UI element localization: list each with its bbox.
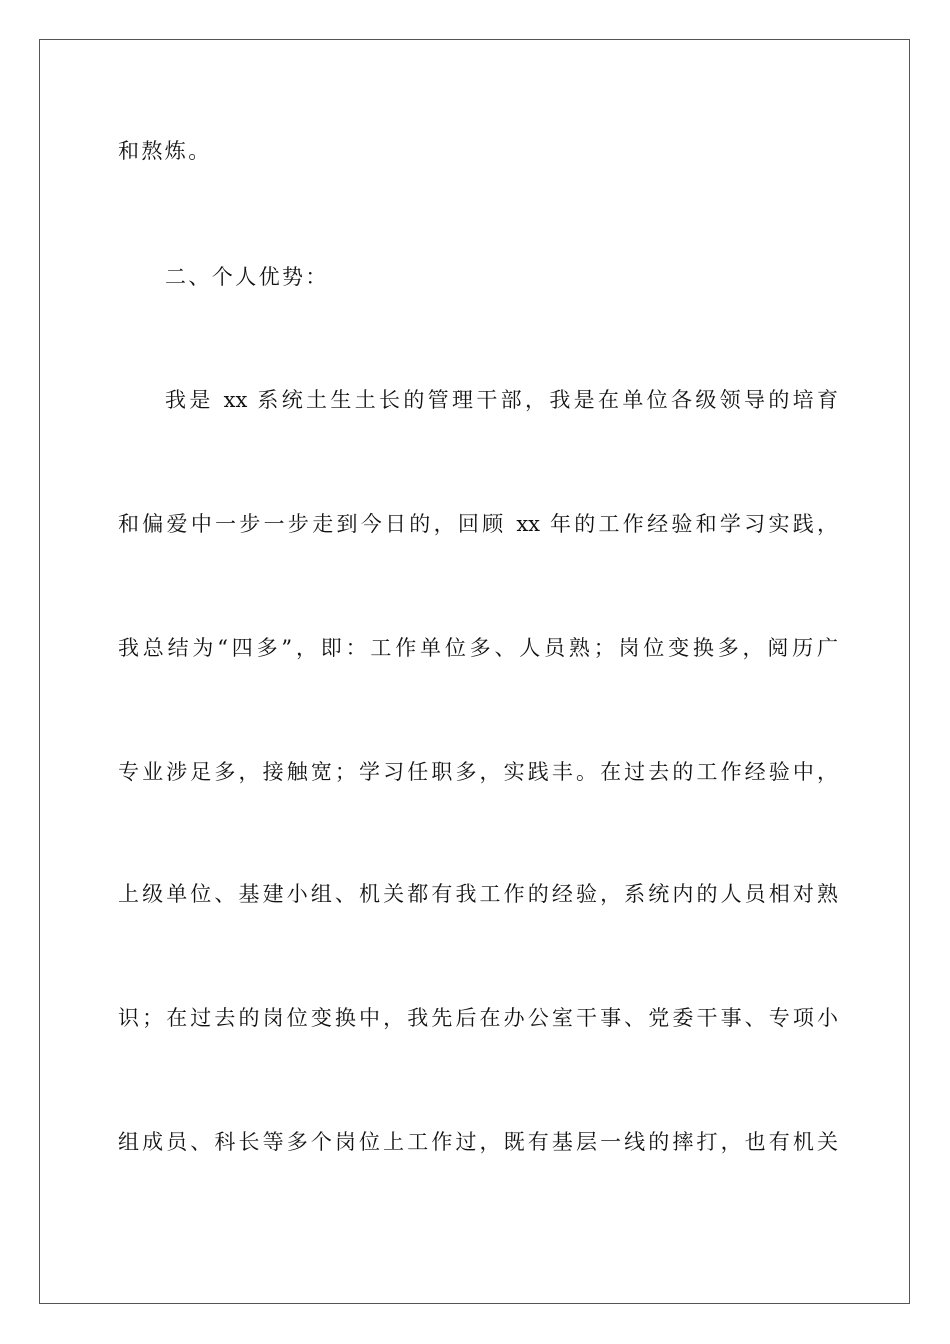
paragraph-line: 和偏爱中一步一步走到今日的，回顾 xx 年的工作经验和学习实践， xyxy=(118,512,838,536)
paragraph-line: 识；在过去的岗位变换中，我先后在办公室干事、党委干事、专项小 xyxy=(118,1006,838,1030)
section-heading: 二、个人优势： xyxy=(165,265,329,289)
paragraph-line: 我总结为“四多”，即：工作单位多、人员熟；岗位变换多，阅历广 xyxy=(118,636,838,660)
paragraph-line: 我是 xx 系统土生土长的管理干部，我是在单位各级领导的培育 xyxy=(165,388,838,412)
paragraph-line: 和熬炼。 xyxy=(118,139,212,163)
paragraph-line: 组成员、科长等多个岗位上工作过，既有基层一线的摔打，也有机关 xyxy=(118,1130,838,1154)
page-border xyxy=(39,39,910,1304)
paragraph-line: 专业涉足多，接触宽；学习任职多，实践丰。在过去的工作经验中， xyxy=(118,760,838,784)
paragraph-line: 上级单位、基建小组、机关都有我工作的经验，系统内的人员相对熟 xyxy=(118,882,838,906)
